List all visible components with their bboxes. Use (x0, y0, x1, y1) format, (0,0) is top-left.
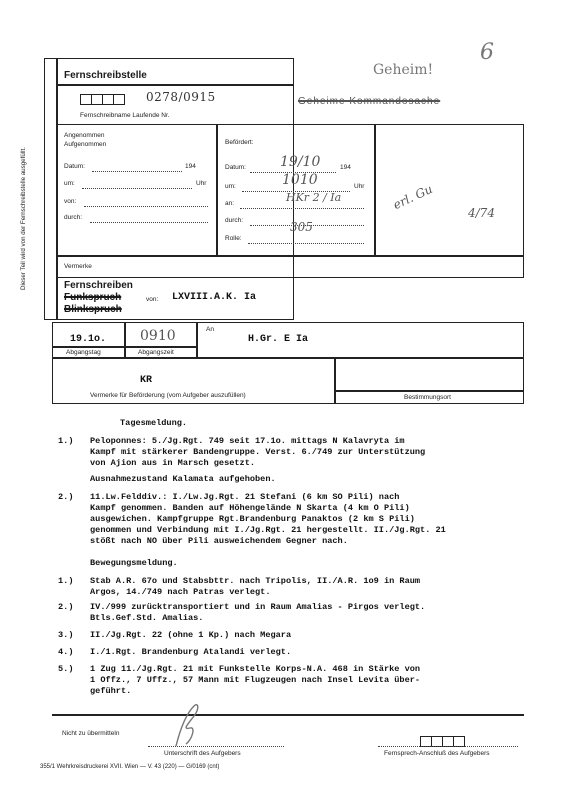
item-1-line: Kampf mit stärkerer Bandengruppe. Verst. 6./749 zur Unterstützung (90, 447, 426, 457)
angenommen-von-label: von: (64, 198, 77, 205)
footer-rule (52, 714, 524, 716)
rule (196, 322, 198, 358)
nicht-label: Nicht zu übermitteln (62, 730, 120, 737)
b5-line: 1 Offz., 7 Uffz., 57 Mann mit Flugzeugen nach Insel Levita über- (90, 675, 421, 685)
item-1-number: 1.) (58, 436, 74, 446)
fernschreiben-title: Fernschreiben (64, 280, 133, 291)
item-1-line: von Ajion aus in Marsch gesetzt. (90, 458, 256, 468)
unterschrift-label: Unterschrift des Aufgebers (164, 750, 241, 757)
rule (90, 222, 208, 223)
item-2-line: 11.Lw.Felddiv.: I./Lw.Jg.Rgt. 21 Stefani (6 km SO Pili) nach (90, 492, 400, 502)
abgangszeit-label: Abgangszeit (138, 349, 174, 356)
angenommen-uhr-label: Uhr (196, 180, 207, 187)
laufende-nr-cells (80, 92, 124, 110)
rule (378, 746, 518, 747)
item-2-line: genommen und Verbindung mit I./Jg.Rgt. 21 hergestellt. II./Jg.Rgt. 21 (90, 525, 446, 535)
page-number: 6 (480, 40, 494, 65)
abgangstag-label: Abgangstag (66, 349, 101, 356)
anschluss-label: Fernsprech-Anschluß des Aufgebers (384, 750, 490, 757)
befoerdert-um-value: 1010 (282, 172, 318, 188)
handwritten-note-1: erl. Gu (390, 181, 435, 213)
printer-line: 355/1 Wehrkreisdruckerei XVII. Wien — V. 43 (220) — G/0169 (cnt) (40, 764, 220, 770)
an-value: H.Gr. E Ia (248, 334, 309, 345)
an-label: An (206, 326, 214, 333)
befoerdert-an-label: an: (225, 200, 235, 207)
angenommen-datum-label: Datum: (64, 163, 85, 170)
receipt-frame (56, 124, 524, 256)
befoerdert-datum-label: Datum: (225, 164, 246, 171)
rule (240, 208, 364, 209)
angenommen-label: Angenommen (64, 132, 105, 139)
side-note: Dieser Teil wird von der Fernschreibstelle ausgefüllt. (20, 147, 27, 290)
item-2-line: Kampf genommen. Banden auf Höhengelände N Skarta (4 km O Pili) (90, 503, 410, 513)
befoerdert-um-label: um: (225, 183, 236, 190)
kr-mark: KR (140, 375, 153, 386)
angenommen-um-label: um: (64, 180, 75, 187)
fernschreiben-von-value: LXVIII.A.K. Ia (172, 292, 257, 303)
item-2-line: ausgewichen. Kampfgruppe Rgt.Brandenburg Panaktos (2 km S Pili) (90, 514, 415, 524)
blinkspruch-struck: Blinkspruch (64, 304, 122, 315)
angenommen-year-label: 194 (185, 163, 196, 170)
befoerdert-datum-value: 19/10 (280, 154, 321, 170)
b4-number: 4.) (58, 647, 74, 657)
befoerdert-label: Befördert: (225, 139, 254, 146)
befoerdert-uhr-label: Uhr (354, 183, 365, 190)
b2-number: 2.) (58, 602, 74, 612)
b1-number: 1.) (58, 576, 74, 586)
fernschreiben-von-label: von: (146, 296, 159, 303)
handwritten-note-2: 4/74 (468, 206, 495, 220)
funkspruch-struck: Funkspruch (64, 292, 122, 303)
b4-line: I./1.Rgt. Brandenburg Atalandi verlegt. (90, 647, 292, 657)
b3-line: II./Jg.Rgt. 22 (ohne 1 Kp.) nach Megara (90, 630, 292, 640)
b5-line: geführt. (90, 686, 132, 696)
item-1-extra: Ausnahmezustand Kalamata aufgehoben. (90, 474, 276, 484)
befoerdert-an-value: HKr 2 / Ia (286, 191, 342, 204)
befoerdert-rolle-label: Rolle: (225, 235, 242, 242)
station-title: Fernschreibstelle (64, 70, 147, 81)
aufgenommen-label: Aufgenommen (64, 141, 107, 148)
rule (92, 171, 182, 172)
befoerdert-rolle-value: 305 (290, 220, 313, 234)
rule (216, 124, 218, 256)
befoerdert-year-label: 194 (340, 164, 351, 171)
rule (334, 390, 524, 392)
abgangstag-value: 19.1o. (70, 334, 107, 345)
rule (248, 243, 364, 244)
b2-line: IV./999 zurücktransportiert und in Raum Amalias - Pirgos verlegt. (90, 602, 426, 612)
item-2-number: 2.) (58, 492, 74, 502)
b2-line: Btls.Gef.Std. Amalias. (90, 613, 204, 623)
geheim-stamp: Geheim! (373, 62, 434, 78)
signature (168, 700, 208, 750)
angenommen-durch-label: durch: (64, 214, 83, 221)
rule (56, 84, 294, 86)
laufende-nr-value: 0278/0915 (146, 90, 216, 104)
bestimmungsort-label: Bestimmungsort (404, 394, 451, 401)
message-heading: Tagesmeldung. (120, 418, 188, 428)
vermerke-frame (56, 256, 524, 278)
b3-number: 3.) (58, 630, 74, 640)
rule (82, 188, 192, 189)
rule (52, 346, 196, 348)
vermerke-befoerderung-label: Vermerke für Beförderung (vom Aufgeber auszufüllen) (90, 392, 246, 399)
struck-header-text: Geheime Kommandosache (298, 96, 441, 107)
rule (374, 124, 376, 256)
vermerke-label: Vermerke (64, 263, 92, 270)
abgangszeit-value: 0910 (140, 328, 176, 344)
bewegung-heading: Bewegungsmeldung. (90, 558, 178, 568)
rule (84, 206, 208, 207)
rule (124, 322, 126, 358)
befoerdert-durch-label: durch: (225, 217, 244, 224)
laufende-nr-label: Fernschreibname Laufende Nr. (80, 112, 170, 119)
rule (334, 358, 336, 404)
b1-line: Argos, 14./749 nach Patras verlegt. (90, 587, 271, 597)
b5-line: 1 Zug 11./Jg.Rgt. 21 mit Funkstelle Korps-N.A. 468 in Stärke von (90, 664, 421, 674)
b1-line: Stab A.R. 67o und Stabsbttr. nach Tripolis, II./A.R. 1o9 in Raum (90, 576, 421, 586)
item-2-line: stößt nach NO über Pili ausweichendem Gegner nach. (90, 536, 348, 546)
b5-number: 5.) (58, 664, 74, 674)
item-1-line: Peloponnes: 5./Jg.Rgt. 749 seit 17.1o. mittags N Kalavryta im (90, 436, 405, 446)
